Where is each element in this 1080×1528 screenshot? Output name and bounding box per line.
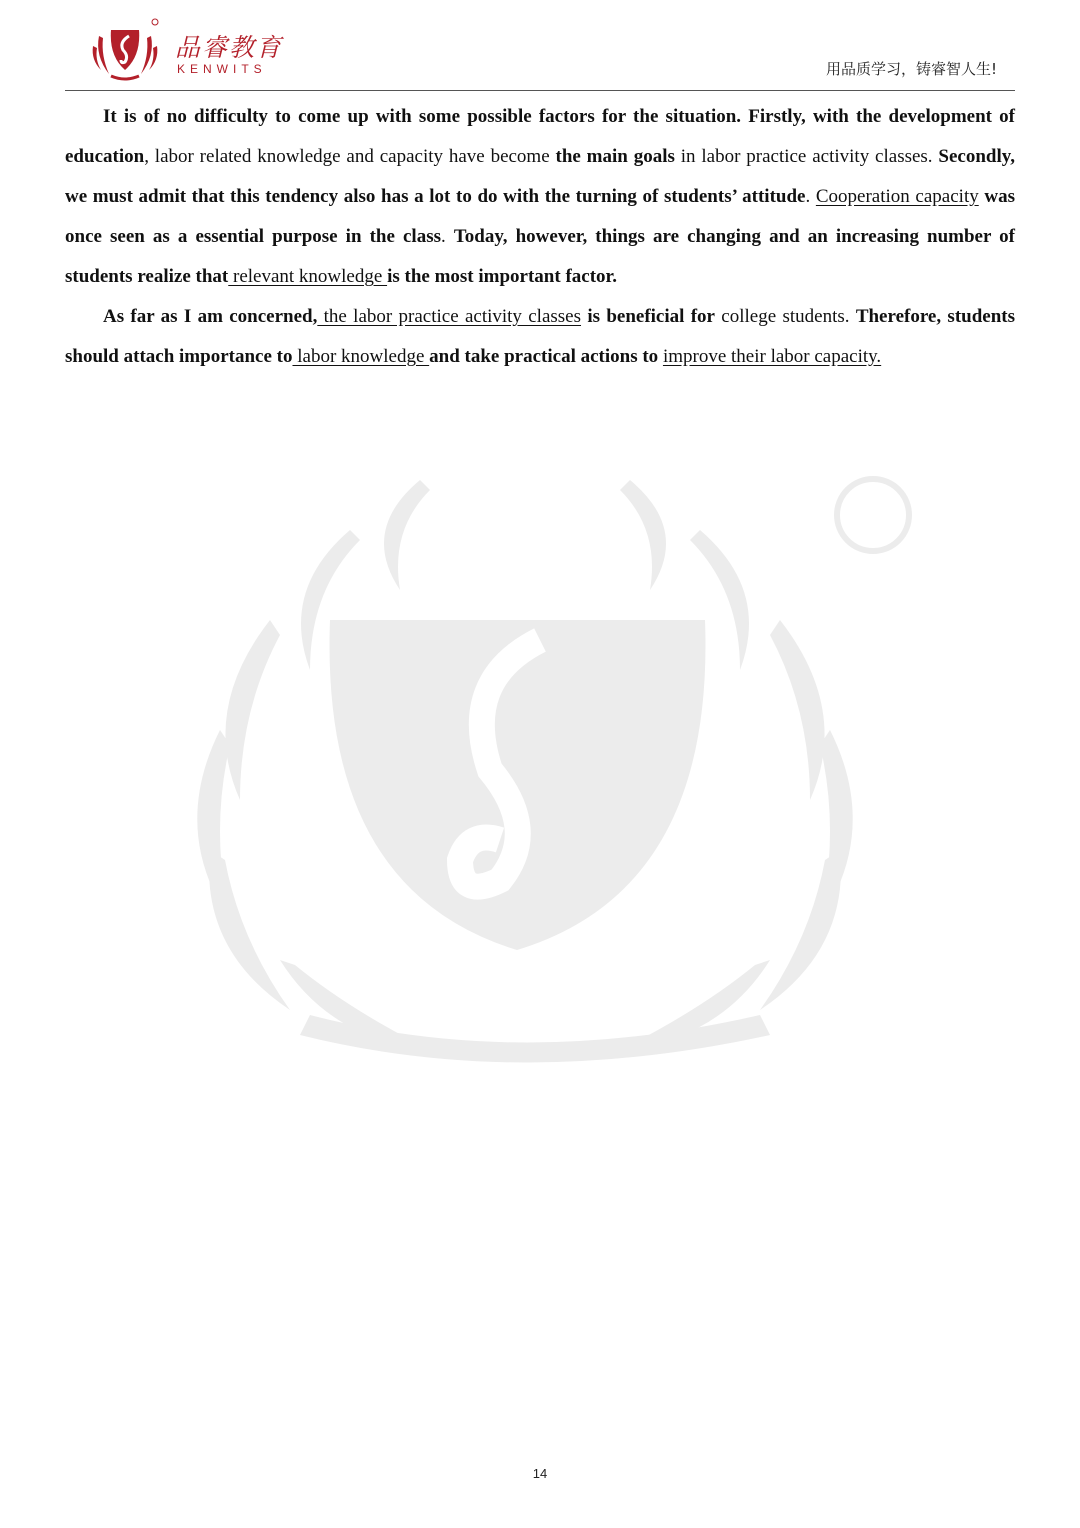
brand-english-name: KENWITS — [177, 62, 267, 76]
sentence: Today, however, things are changing and an increasing number of students realize that — [65, 226, 1015, 287]
essay-body — [65, 97, 1015, 377]
sentence: As far as I am concerned, — [103, 306, 318, 327]
watermark-logo-icon — [160, 470, 920, 1090]
sentence: , labor related knowledge and capacity have become — [144, 146, 556, 167]
sentence: and take practical actions to — [429, 346, 659, 367]
header-divider — [65, 90, 1015, 91]
sentence: is beneficial for — [581, 306, 715, 327]
sentence: in labor practice activity classes. — [674, 146, 939, 167]
underlined-phrase: improve their labor capacity. — [662, 346, 882, 367]
underlined-phrase: Cooperation capacity — [815, 186, 979, 207]
underlined-phrase: labor knowledge — [292, 346, 430, 367]
sentence: Therefore, students should attach importance to — [65, 306, 1015, 367]
sentence: Secondly, we must admit that this tendency also has a lot to do with the turning of students’ attitude — [65, 146, 1015, 207]
sentence: is the most important factor. — [387, 266, 617, 287]
sentence: Firstly, with the development of education — [65, 106, 1015, 167]
brand-chinese-name: 品睿教育 — [175, 33, 284, 62]
header-slogan: 用品质学习，铸睿智人生! — [825, 60, 997, 78]
sentence: the main goals — [555, 146, 675, 167]
sentence: college students. — [714, 306, 856, 327]
underlined-phrase: the labor practice activity classes — [317, 306, 582, 327]
underlined-phrase: relevant knowledge — [228, 266, 388, 287]
sentence: . — [805, 186, 816, 207]
sentence: It is of no difficulty to come up with some possible factors for the situation. — [103, 106, 742, 127]
sentence: . — [441, 226, 454, 247]
page-number: 14 — [532, 1466, 548, 1481]
sentence: was once seen as a essential purpose in the class — [65, 186, 1015, 247]
paragraph-factors — [65, 97, 1015, 297]
kenwits-logo-icon — [89, 16, 161, 84]
paragraph-conclusion — [65, 297, 1015, 377]
page-header — [65, 14, 1015, 92]
